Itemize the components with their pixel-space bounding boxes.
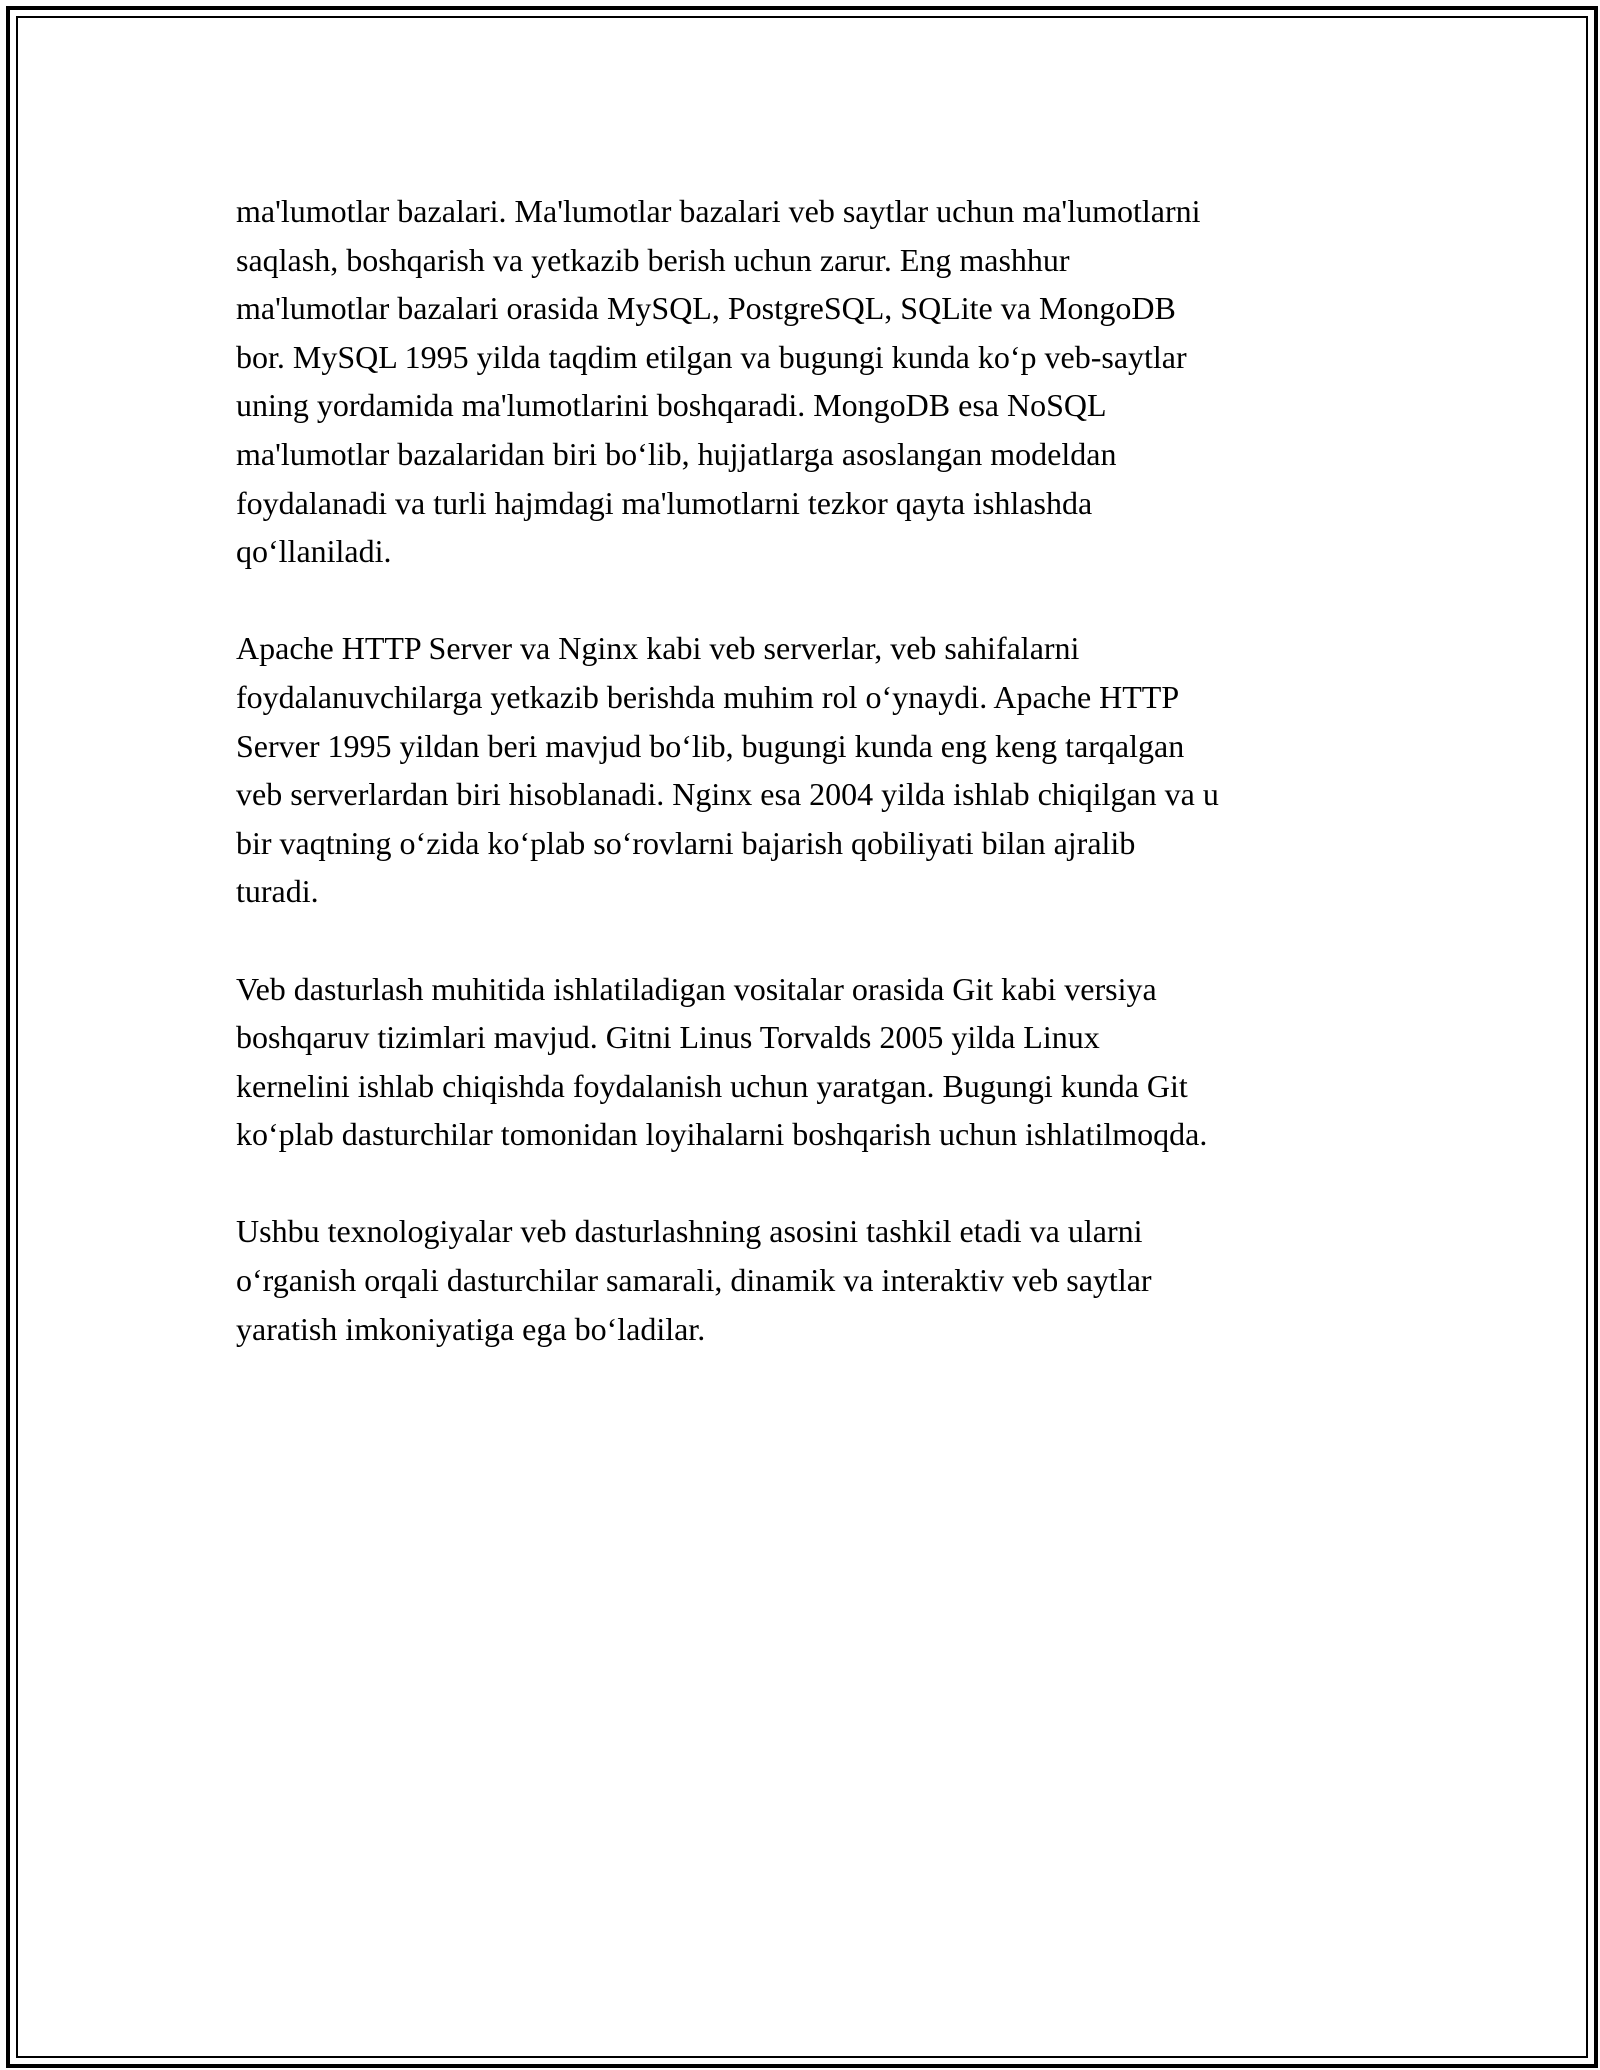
- document-body: [236, 187, 1376, 1402]
- paragraph-databases: ma'lumotlar bazalari. Ma'lumotlar bazalari veb saytlar uchun ma'lumotlarni saqlash, boshqarish va yetkazib berish uchun zarur. Eng mashhur ma'lumotlar bazalari orasida MySQL, PostgreSQL, SQLite va MongoDB bor. MySQL 1995 yilda taqdim etilgan va bugungi kunda koʻp veb-saytlar uning yordamida ma'lumotlarini boshqaradi. MongoDB esa NoSQL ma'lumotlar bazalaridan biri boʻlib, hujjatlarga asoslangan modeldan foydalanadi va turli hajmdagi ma'lumotlarni tezkor qayta ishlashda qoʻllaniladi.: [236, 193, 1201, 570]
- paragraph-web-servers: Apache HTTP Server va Nginx kabi veb serverlar, veb sahifalarni foydalanuvchilarga yetkazib berishda muhim rol oʻynaydi. Apache HTTP Server 1995 yildan beri mavjud boʻlib, bugungi kunda eng keng tarqalgan veb serverlardan biri hisoblanadi. Nginx esa 2004 yilda ishlab chiqilgan va u bir vaqtning oʻzida koʻplab soʻrovlarni bajarish qobiliyati bilan ajralib turadi.: [236, 630, 1219, 910]
- paragraph-version-control: Veb dasturlash muhitida ishlatiladigan vositalar orasida Git kabi versiya boshqaruv tizimlari mavjud. Gitni Linus Torvalds 2005 yilda Linux kernelini ishlab chiqishda foydalanish uchun yaratgan. Bugungi kunda Git koʻplab dasturchilar tomonidan loyihalarni boshqarish uchun ishlatilmoqda.: [236, 970, 1208, 1153]
- paragraph-conclusion: Ushbu texnologiyalar veb dasturlashning asosini tashkil etadi va ularni oʻrganish orqali dasturchilar samarali, dinamik va interaktiv veb saytlar yaratish imkoniyatiga ega boʻladilar.: [236, 1213, 1152, 1347]
